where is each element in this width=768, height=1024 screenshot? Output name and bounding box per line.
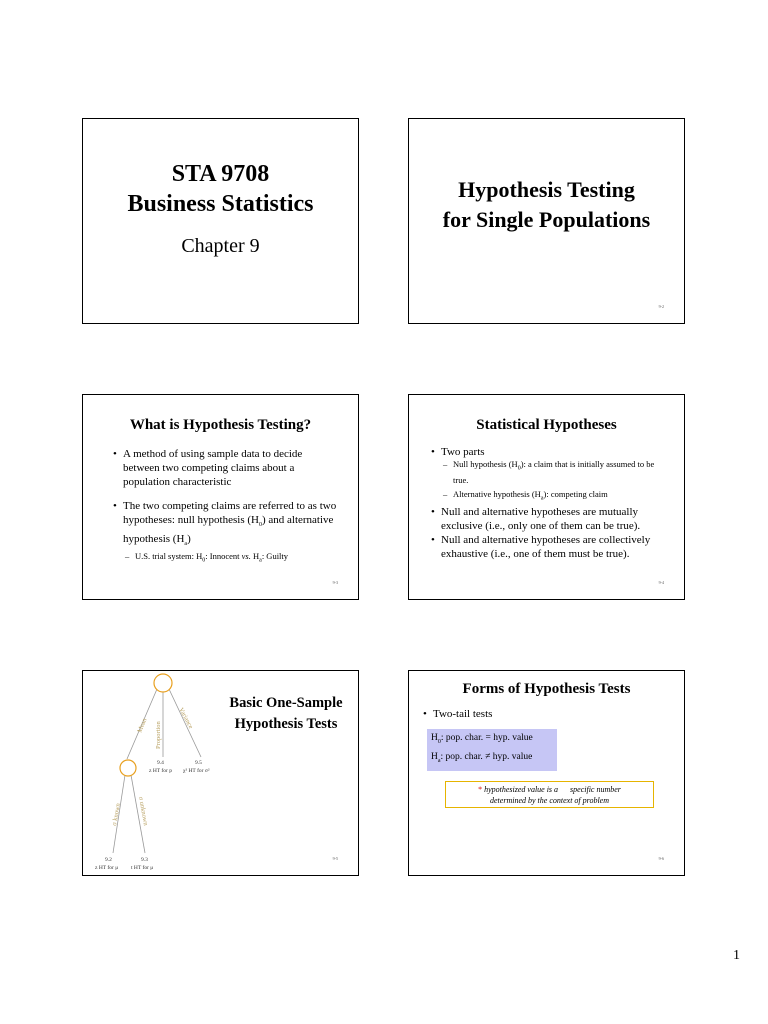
slide-4-bullet-2 (431, 505, 671, 533)
leaf-95-number: 9.5 (195, 760, 202, 766)
leaf-94-label: z HT for p (149, 768, 172, 774)
hypothesized-value-note (445, 781, 654, 808)
leaf-93-number: 9.3 (141, 857, 148, 863)
branch-label-mean: Mean (136, 717, 149, 734)
sub-text-italic: vs. (241, 551, 251, 562)
slide-5-title-line2: Hypothesis Tests (234, 716, 338, 732)
subscript: 0 (437, 738, 441, 745)
slide-4-subbullets (441, 459, 671, 505)
note-text: hypothesized value is a specific number (482, 785, 621, 794)
slide-2-page-number: 9-2 (658, 304, 664, 309)
slide-2-title-line1: Hypothesis Testing (458, 177, 635, 202)
note-line-1 (446, 784, 653, 795)
slide-4-bullet-1 (431, 445, 671, 505)
branch-label-known: σ known (111, 802, 122, 827)
subscript: a (259, 558, 262, 565)
subscript: 0 (202, 558, 206, 565)
hyp-text: : pop. char. = hyp. value (440, 733, 533, 743)
slide-4-subbullet-1 (441, 459, 671, 487)
slide-4-bullets (431, 445, 671, 561)
mean-node (120, 760, 136, 776)
note-line-2: determined by the context of problem (490, 796, 609, 805)
slide-1-title-line1: STA 9708 (171, 161, 270, 187)
asterisk: * (478, 785, 483, 794)
slide-2-title-line2: for Single Populations (442, 207, 651, 232)
slide-4-bullet-3 (431, 533, 671, 561)
slide-5 (82, 670, 359, 876)
slide-3-page-number: 9-3 (332, 580, 338, 585)
sub-text: : Innocent (205, 551, 242, 562)
hypothesis-test-tree-diagram (83, 671, 233, 876)
slide-1-title-line2: Business Statistics (127, 191, 314, 217)
slide-3-bullet-1 (113, 447, 338, 489)
bullet-text: The two competing claims are referred to as two hypotheses: null hypothesis (H (123, 500, 337, 526)
slide-4-title: Statistical Hypotheses (476, 417, 617, 433)
slide-1-title (83, 159, 358, 261)
sub-text: Alternative hypothesis (H (453, 488, 541, 499)
slide-3-subbullets (123, 551, 338, 567)
slide-2 (408, 118, 685, 324)
sub-text: : Guilty (261, 551, 289, 562)
slide-1-subtitle: Chapter 9 (181, 235, 260, 257)
slide-6-title: Forms of Hypothesis Tests (462, 681, 631, 697)
branch-label-proportion: Proportion (155, 721, 162, 749)
bullet-text: Null and alternative hypotheses are mutually exclusive (i.e., only one of them can be true). (441, 505, 641, 532)
slide-5-title (216, 693, 356, 735)
slide-1 (82, 118, 359, 324)
leaf-92-label: z HT for μ (95, 865, 119, 871)
null-hypothesis-line (431, 731, 553, 750)
subscript: a (184, 541, 188, 548)
sub-text: H (250, 551, 260, 562)
branch-label-unknown: σ unknown (137, 796, 150, 827)
slide-3-title: What is Hypothesis Testing? (129, 417, 312, 433)
slide-4 (408, 394, 685, 600)
slide-6-page-number: 9-6 (658, 856, 664, 861)
slide-6-bullet-1 (423, 707, 663, 721)
slide-3-bullet-2 (113, 499, 338, 568)
branch-label-variance: Variance (177, 706, 195, 731)
page-number: 1 (733, 948, 740, 963)
slide-5-title-line1: Basic One-Sample (229, 695, 343, 711)
sub-text: ): competing claim (543, 488, 608, 499)
subscript: 0 (517, 465, 521, 472)
slide-5-page-number: 9-5 (332, 856, 338, 861)
sub-text: U.S. trial system: H (135, 551, 203, 562)
slide-3 (82, 394, 359, 600)
hyp-text: : pop. char. ≠ hyp. value (440, 751, 533, 762)
bullet-text: ) (187, 533, 191, 546)
leaf-92-number: 9.2 (105, 857, 112, 863)
sub-text: Null hypothesis (H (453, 459, 518, 469)
bullet-text: Two-tail tests (433, 708, 493, 720)
slide-6-bullets (423, 707, 663, 721)
leaf-95-label: χ² HT for σ² (183, 768, 210, 774)
hypothesis-box (427, 729, 557, 771)
slide-3-bullets (113, 447, 338, 568)
bullet-text: Null and alternative hypotheses are collectively exhaustive (i.e., one of them must be true). (441, 533, 651, 560)
slide-3-subbullet-1 (123, 551, 338, 567)
leaf-93-label: t HT for μ (131, 865, 154, 871)
hyp-text: H (431, 733, 438, 743)
root-node (154, 674, 172, 692)
leaf-94-number: 9.4 (157, 760, 164, 766)
subscript: a (437, 757, 441, 764)
hyp-text: H (431, 751, 438, 762)
slide-4-page-number: 9-4 (658, 580, 664, 585)
subscript: 0 (258, 522, 262, 529)
slide-6 (408, 670, 685, 876)
bullet-text: Two parts (441, 446, 485, 458)
bullet-text: A method of using sample data to decide between two competing claims about a population characteristic (123, 448, 303, 488)
slide-4-subbullet-2 (441, 489, 671, 505)
slide-2-title (409, 175, 684, 235)
subscript: a (540, 495, 544, 502)
sub-text: ): a claim that is initially assumed to be true. (453, 459, 655, 486)
bullet-text: ) and alternative hypothesis (H (123, 514, 334, 546)
alt-hypothesis-line (431, 750, 553, 769)
